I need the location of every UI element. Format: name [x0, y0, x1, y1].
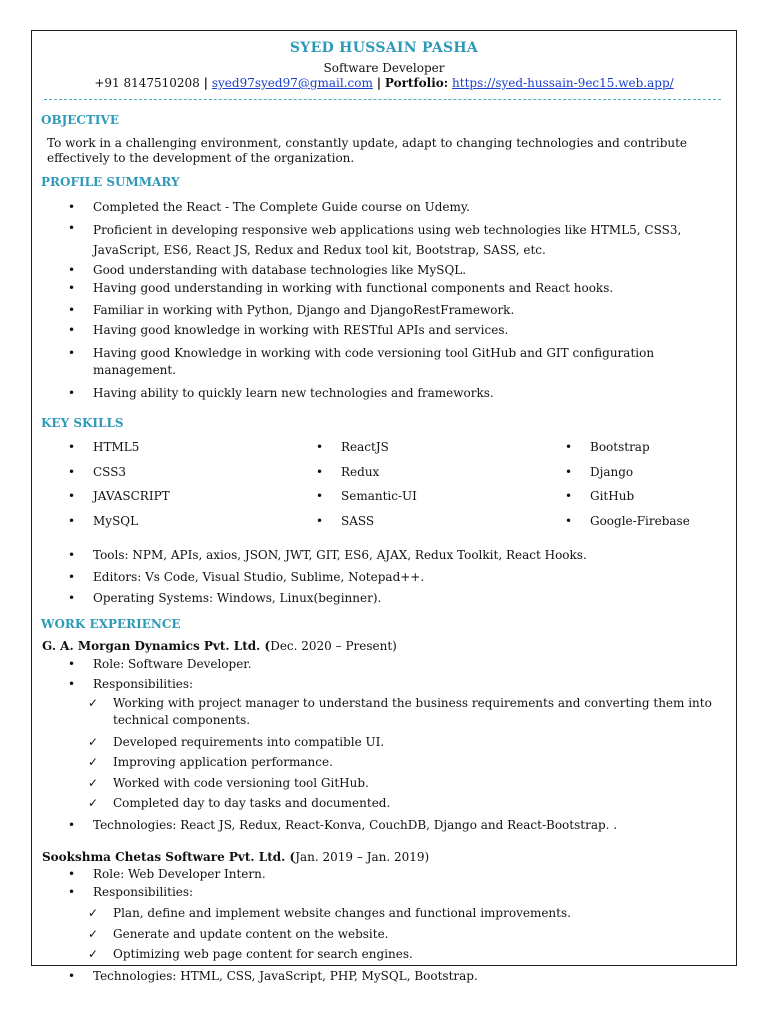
job-period: Jan. 2019 – Jan. 2019) — [295, 850, 430, 864]
work-heading: WORK EXPERIENCE — [41, 617, 181, 631]
skill-item: • Redux — [316, 465, 380, 479]
check-icon: ✓ — [88, 927, 99, 941]
job-period: Dec. 2020 – Present) — [270, 639, 397, 653]
contact-line: +91 8147510208 | syed97syed97@gmail.com | Portfolio: https://syed-hussain-9ec15.web.app/ — [94, 76, 674, 90]
skill-item: • MySQL — [68, 514, 139, 528]
portfolio-link[interactable]: https://syed-hussain-9ec15.web.app/ — [452, 76, 674, 90]
candidate-role: Software Developer — [323, 61, 445, 75]
company-line — [42, 639, 397, 653]
skill-item: • Semantic-UI — [316, 489, 417, 503]
profile-heading: PROFILE SUMMARY — [41, 175, 180, 189]
check-icon: ✓ — [88, 696, 99, 710]
list-item: • Good understanding with database technologies like MySQL. — [68, 263, 467, 277]
skills-heading: KEY SKILLS — [41, 416, 124, 430]
check-icon: ✓ — [88, 776, 99, 790]
skill-item: • CSS3 — [68, 465, 127, 479]
check-icon: ✓ — [88, 755, 99, 769]
portfolio-label: Portfolio: — [384, 76, 449, 90]
check-item: ✓ Optimizing web page content for search engines. — [88, 947, 413, 961]
check-icon: ✓ — [88, 947, 99, 961]
list-item: • Having good knowledge in working with RESTful APIs and services. — [68, 323, 509, 337]
check-item: ✓ Completed day to day tasks and documented. — [88, 796, 391, 810]
skill-item: • SASS — [316, 514, 375, 528]
skill-item: • Google-Firebase — [565, 514, 690, 528]
phone-number: +91 8147510208 — [94, 76, 200, 90]
skill-item: • Bootstrap — [565, 440, 650, 454]
list-item: • Having good understanding in working with functional components and React hooks. — [68, 281, 614, 295]
objective-heading: OBJECTIVE — [41, 113, 119, 127]
check-item: ✓ Developed requirements into compatible UI. — [88, 735, 385, 749]
list-item: • Role: Web Developer Intern. — [68, 867, 266, 881]
candidate-name: SYED HUSSAIN PASHA — [289, 40, 479, 56]
skill-item: • ReactJS — [316, 440, 389, 454]
check-item: ✓ Generate and update content on the website. — [88, 927, 389, 941]
email-link[interactable]: syed97syed97@gmail.com — [211, 76, 373, 90]
list-item: • Having good Knowledge in working with code versioning tool GitHub and GIT configuration management. — [68, 346, 655, 377]
check-item: ✓ Working with project manager to understand the business requirements and converting them into technical components. — [88, 696, 712, 727]
header-divider — [44, 99, 721, 100]
list-item: • Familiar in working with Python, Django and DjangoRestFramework. — [68, 303, 515, 317]
check-item: ✓ Worked with code versioning tool GitHub. — [88, 776, 369, 790]
company-name: G. A. Morgan Dynamics Pvt. Ltd. ( — [42, 639, 271, 653]
objective-text: To work in a challenging environment, constantly update, adapt to changing technologies and contribute effectively to the development of the organization. — [47, 136, 688, 165]
list-item: • Tools: NPM, APIs, axios, JSON, JWT, GIT, ES6, AJAX, Redux Toolkit, React Hooks. — [68, 548, 587, 562]
check-item: ✓ Plan, define and implement website changes and functional improvements. — [88, 906, 571, 920]
list-item: • Operating Systems: Windows, Linux(beginner). — [68, 591, 382, 605]
list-item: • Responsibilities: — [68, 677, 194, 691]
company-name: Sookshma Chetas Software Pvt. Ltd. ( — [42, 850, 296, 864]
company-line — [42, 850, 429, 864]
check-icon: ✓ — [88, 735, 99, 749]
list-item: • Technologies: React JS, Redux, React-Konva, CouchDB, Django and React-Bootstrap. . — [68, 818, 618, 832]
check-item: ✓ Improving application performance. — [88, 755, 333, 769]
list-item: • Having ability to quickly learn new technologies and frameworks. — [68, 386, 494, 400]
list-item: • Technologies: HTML, CSS, JavaScript, PHP, MySQL, Bootstrap. — [68, 969, 478, 983]
skill-item: • GitHub — [565, 489, 635, 503]
list-item: • Responsibilities: — [68, 885, 194, 899]
list-item: • Completed the React - The Complete Guide course on Udemy. — [68, 200, 470, 214]
list-item: • Editors: Vs Code, Visual Studio, Sublime, Notepad++. — [68, 570, 425, 584]
skill-item: • Django — [565, 465, 634, 479]
check-icon: ✓ — [88, 796, 99, 810]
check-icon: ✓ — [88, 906, 99, 920]
skill-item: • HTML5 — [68, 440, 140, 454]
skill-item: • JAVASCRIPT — [68, 489, 170, 503]
list-item: • Role: Software Developer. — [68, 657, 252, 671]
list-item: • Proficient in developing responsive web applications using web technologies like HTML5, CSS3, JavaScript, ES6, React JS, Redux and Redux tool kit, Bootstrap, SASS, etc. — [68, 221, 682, 257]
